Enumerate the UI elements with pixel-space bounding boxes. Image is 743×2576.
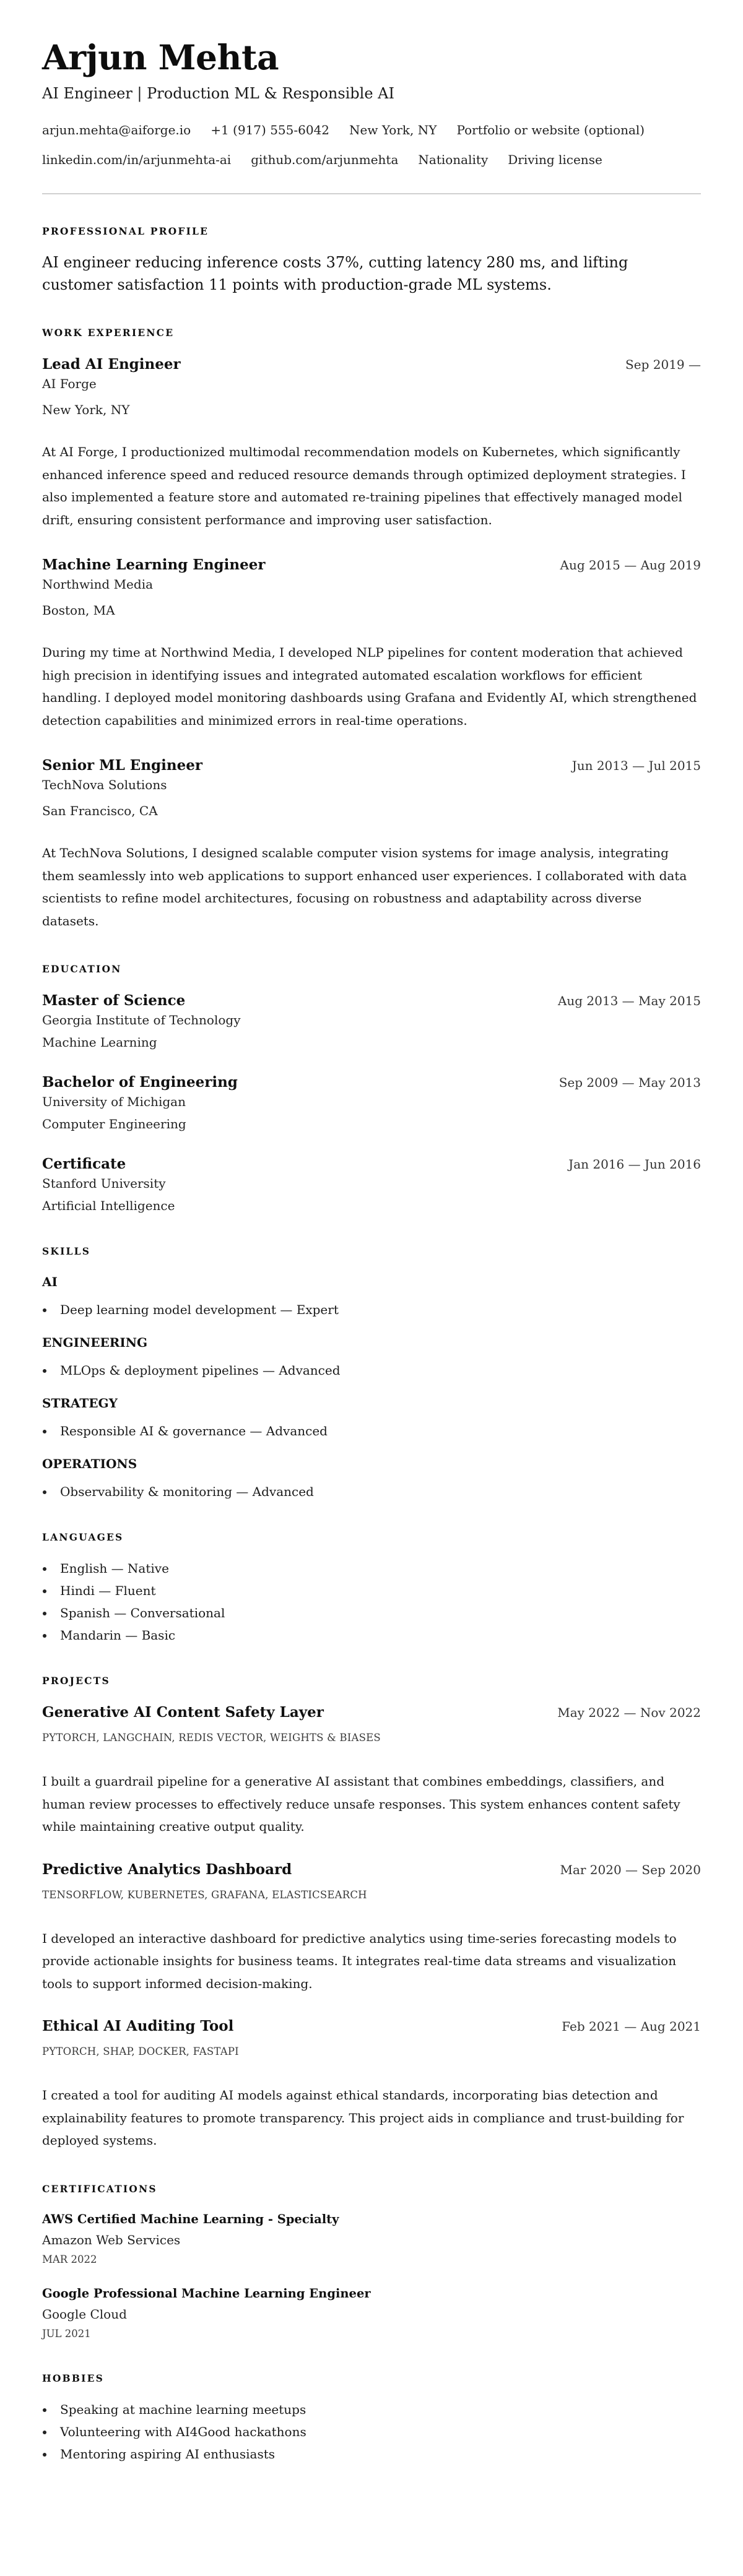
job-title: Senior ML Engineer xyxy=(42,757,202,774)
education-dates: Jan 2016 — Jun 2016 xyxy=(568,1157,701,1172)
project-name: Predictive Analytics Dashboard xyxy=(42,1861,292,1878)
education-entry xyxy=(42,1073,701,1133)
contact-portfolio[interactable]: Portfolio or website (optional) xyxy=(456,123,645,137)
job-description: During my time at Northwind Media, I developed NLP pipelines for content moderation that achieved high precision in identifying issues and integrated automated escalation workflows for efficient handling. I deployed model monitoring dashboards using Grafana and Evidently AI, which strengthened detection capabilities and minimized errors in real-time operations. xyxy=(42,645,697,728)
degree-title: Master of Science xyxy=(42,992,186,1009)
section-certifications xyxy=(42,2183,701,2341)
section-title-languages: LANGUAGES xyxy=(42,1531,124,1543)
candidate-headline: AI Engineer | Production ML & Responsible AI xyxy=(42,85,394,102)
certification-issuer: Google Cloud xyxy=(42,2306,127,2322)
contact-phone[interactable]: +1 (917) 555-6042 xyxy=(211,123,330,137)
contact-email[interactable]: arjun.mehta@aiforge.io xyxy=(42,123,191,137)
job-company: TechNova Solutions xyxy=(42,777,167,792)
section-title-certifications: CERTIFICATIONS xyxy=(42,2182,157,2195)
section-languages xyxy=(42,1531,701,1644)
skill-list xyxy=(42,1301,701,1318)
skill-group xyxy=(42,1334,701,1379)
section-title-skills: SKILLS xyxy=(42,1245,91,1257)
job-company: Northwind Media xyxy=(42,577,154,592)
education-entry xyxy=(42,992,701,1051)
certification-name: Google Professional Machine Learning Engineer xyxy=(42,2286,371,2301)
project-dates: May 2022 — Nov 2022 xyxy=(557,1705,701,1720)
job-dates: Jun 2013 — Jul 2015 xyxy=(571,758,701,773)
profile-summary: AI engineer reducing inference costs 37%, cutting latency 280 ms, and lifting customer satisfaction 11 points with production-grade ML systems. xyxy=(42,254,628,293)
certification-issuer: Amazon Web Services xyxy=(42,2232,181,2247)
skill-item: Deep learning model development — Expert xyxy=(42,1301,701,1318)
project-description: I created a tool for auditing AI models against ethical standards, incorporating bias detection and explainability features to promote transparency. This project aids in compliance and trust-building for deployed systems. xyxy=(42,2088,684,2148)
job-location: New York, NY xyxy=(42,402,130,417)
job-entry xyxy=(42,756,701,932)
project-entry xyxy=(42,1861,701,1995)
section-title-projects: PROJECTS xyxy=(42,1675,110,1687)
contact-row-primary xyxy=(42,121,701,139)
school-name: Stanford University xyxy=(42,1176,166,1191)
job-description: At TechNova Solutions, I designed scalable computer vision systems for image analysis, integrating them seamlessly into web applications to support enhanced user experiences. I collaborated with data scientists to refine model architectures, focusing on robustness and adaptability across diverse datasets. xyxy=(42,845,687,928)
skill-category: ENGINEERING xyxy=(42,1335,148,1350)
project-tech-stack: PYTORCH, LANGCHAIN, REDIS VECTOR, WEIGHTS & BIASES xyxy=(42,1732,381,1744)
skill-category: AI xyxy=(42,1274,58,1289)
job-description: At AI Forge, I productionized multimodal recommendation models on Kubernetes, which significantly enhanced inference speed and reduced resource demands through optimized deployment strategies. I also implemented a feature store and automated re-training pipelines that effectively managed model drift, ensuring consistent performance and improving user satisfaction. xyxy=(42,444,686,527)
language-item: Mandarin — Basic xyxy=(42,1627,701,1644)
certification-entry xyxy=(42,2211,701,2267)
section-title-work: WORK EXPERIENCE xyxy=(42,327,175,339)
project-description: I developed an interactive dashboard for predictive analytics using time-series forecasting models to provide actionable insights for business teams. It integrates real-time data streams and visualization tools to support informed decision-making. xyxy=(42,1930,677,1991)
project-dates: Mar 2020 — Sep 2020 xyxy=(560,1862,701,1877)
contact-linkedin[interactable]: linkedin.com/in/arjunmehta-ai xyxy=(42,152,232,167)
job-title: Lead AI Engineer xyxy=(42,356,181,373)
skill-group xyxy=(42,1456,701,1500)
contact-github[interactable]: github.com/arjunmehta xyxy=(251,152,399,167)
section-work-experience xyxy=(42,327,701,932)
certification-entry xyxy=(42,2286,701,2341)
skill-item: MLOps & deployment pipelines — Advanced xyxy=(42,1362,701,1379)
section-title-education: EDUCATION xyxy=(42,963,122,975)
skill-item: Observability & monitoring — Advanced xyxy=(42,1483,701,1500)
hobby-list xyxy=(42,2401,701,2463)
language-list xyxy=(42,1560,701,1644)
language-item: English — Native xyxy=(42,1560,701,1577)
field-of-study: Artificial Intelligence xyxy=(42,1198,175,1213)
project-dates: Feb 2021 — Aug 2021 xyxy=(562,2019,701,2034)
job-dates: Sep 2019 — xyxy=(625,357,701,372)
skill-item: Responsible AI & governance — Advanced xyxy=(42,1422,701,1440)
job-location: Boston, MA xyxy=(42,603,115,618)
header-divider xyxy=(42,193,701,194)
job-location: San Francisco, CA xyxy=(42,803,158,818)
school-name: University of Michigan xyxy=(42,1094,186,1109)
job-title: Machine Learning Engineer xyxy=(42,556,266,573)
education-dates: Aug 2013 — May 2015 xyxy=(557,993,701,1008)
section-title-profile: PROFESSIONAL PROFILE xyxy=(42,225,209,237)
hobby-item: Volunteering with AI4Good hackathons xyxy=(42,2423,701,2440)
school-name: Georgia Institute of Technology xyxy=(42,1013,241,1027)
candidate-name: Arjun Mehta xyxy=(42,37,279,77)
project-tech-stack: PYTORCH, SHAP, DOCKER, FASTAPI xyxy=(42,2046,239,2057)
hobby-item: Speaking at machine learning meetups xyxy=(42,2401,701,2418)
job-entry xyxy=(42,355,701,531)
section-projects xyxy=(42,1675,701,2152)
job-company: AI Forge xyxy=(42,376,97,391)
skill-category: OPERATIONS xyxy=(42,1456,137,1471)
language-item: Spanish — Conversational xyxy=(42,1604,701,1622)
education-entry xyxy=(42,1155,701,1214)
education-dates: Sep 2009 — May 2013 xyxy=(558,1075,701,1090)
section-education xyxy=(42,963,701,1214)
field-of-study: Computer Engineering xyxy=(42,1117,186,1131)
contact-driving-license: Driving license xyxy=(508,152,602,167)
project-entry xyxy=(42,1703,701,1838)
certification-name: AWS Certified Machine Learning - Specialty xyxy=(42,2211,339,2226)
certification-date: JUL 2021 xyxy=(42,2327,91,2340)
project-tech-stack: TENSORFLOW, KUBERNETES, GRAFANA, ELASTICSEARCH xyxy=(42,1888,367,1901)
section-hobbies xyxy=(42,2372,701,2463)
skill-list xyxy=(42,1362,701,1379)
job-dates: Aug 2015 — Aug 2019 xyxy=(560,558,701,573)
section-profile xyxy=(42,225,701,296)
skill-list xyxy=(42,1422,701,1440)
contact-row-secondary xyxy=(42,151,701,168)
language-item: Hindi — Fluent xyxy=(42,1582,701,1599)
skill-group xyxy=(42,1274,701,1318)
certification-date: MAR 2022 xyxy=(42,2253,97,2265)
project-name: Ethical AI Auditing Tool xyxy=(42,2018,234,2034)
project-entry xyxy=(42,2017,701,2152)
degree-title: Bachelor of Engineering xyxy=(42,1074,238,1091)
skill-group xyxy=(42,1395,701,1440)
skill-list xyxy=(42,1483,701,1500)
project-description: I built a guardrail pipeline for a generative AI assistant that combines embeddings, classifiers, and human review processes to effectively reduce unsafe responses. This system enhances content safety while maintaining creative output quality. xyxy=(42,1774,680,1834)
hobby-item: Mentoring aspiring AI enthusiasts xyxy=(42,2445,701,2463)
section-skills xyxy=(42,1245,701,1500)
contact-location: New York, NY xyxy=(349,123,437,137)
project-name: Generative AI Content Safety Layer xyxy=(42,1704,324,1721)
skill-category: STRATEGY xyxy=(42,1396,118,1411)
contact-nationality: Nationality xyxy=(418,152,489,167)
field-of-study: Machine Learning xyxy=(42,1035,157,1050)
job-entry xyxy=(42,556,701,732)
resume-header xyxy=(42,36,701,194)
section-title-hobbies: HOBBIES xyxy=(42,2372,105,2384)
degree-title: Certificate xyxy=(42,1156,126,1172)
